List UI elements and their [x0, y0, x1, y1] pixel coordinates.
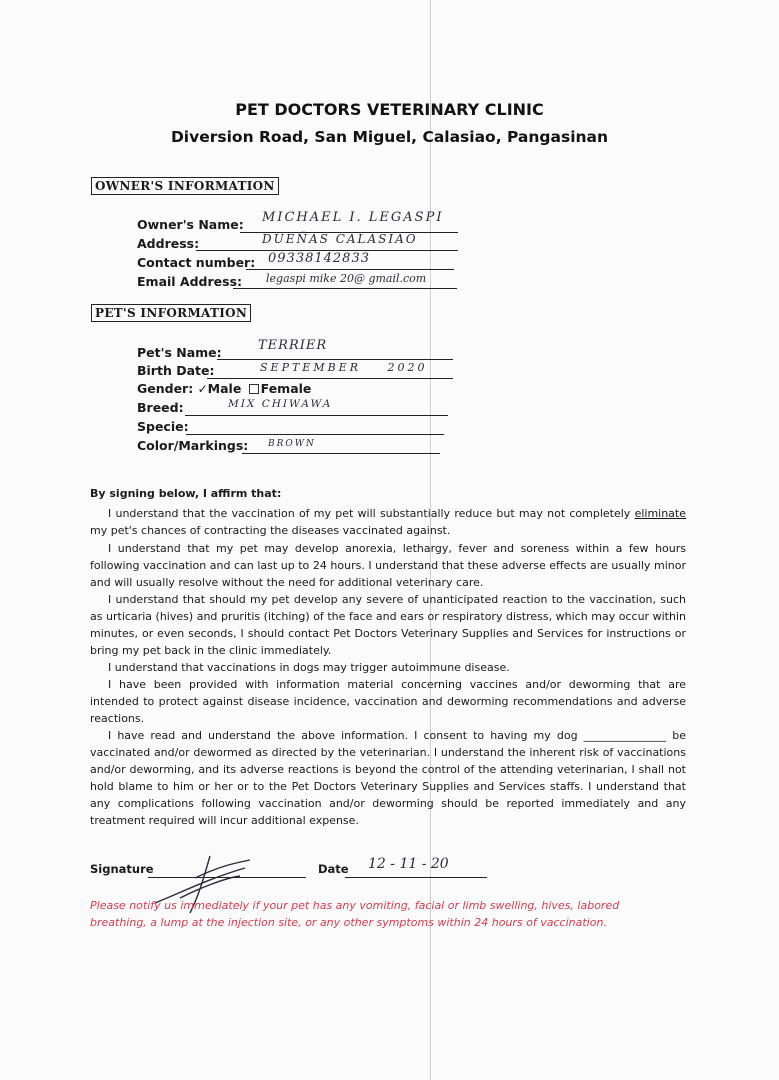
date-line: [345, 877, 487, 878]
gender-row: [137, 381, 311, 396]
birth-date-value[interactable]: SEPTEMBER 2020: [260, 361, 428, 374]
affirmation-paragraph-2: I understand that my pet may develop anorexia, lethargy, fever and soreness within a few hours following vaccination and can last up to 24 hours. I understand that these adverse effects are usually minor and will usually resolve without the need for additional veterinary care.: [90, 542, 686, 590]
clinic-address: Diversion Road, San Miguel, Calasiao, Pangasinan: [170, 128, 609, 146]
gender-female-label: Female: [260, 381, 312, 396]
affirmation-paragraph-5: I have been provided with information material concerning vaccines and/or deworming that are intended to protect against disease incidence, vaccination and deworming recommendations and adverse reactions.: [90, 678, 686, 726]
owner-name-value[interactable]: MICHAEL I. LEGASPI: [262, 210, 444, 225]
pet-name-line: [217, 359, 453, 360]
pet-name-value[interactable]: TERRIER: [258, 338, 328, 353]
p1-underlined-word: eliminate: [634, 507, 687, 520]
birth-date-label: Birth Date:: [137, 363, 215, 378]
owner-email-value[interactable]: legaspi mike 20@ gmail.com: [266, 272, 427, 285]
breed-value[interactable]: MIX CHIWAWA: [228, 398, 333, 410]
gender-male-label: Male: [207, 381, 242, 396]
clinic-name: PET DOCTORS VETERINARY CLINIC: [235, 100, 544, 119]
gender-female-checkbox[interactable]: [249, 384, 259, 394]
color-markings-label: Color/Markings:: [137, 438, 249, 453]
color-markings-line: [242, 453, 440, 454]
affirmation-paragraph-3: I understand that should my pet develop any severe of unanticipated reaction to the vaccination, such as urticaria (hives) and pruritis (itching) of the face and ears or respiratory distress, which may occur within minutes, or even seconds, I should contact Pet Doctors Veterinary Supplies and Services for instructions or bring my pet back in the clinic immediately.: [90, 593, 686, 658]
owner-name-label: Owner's Name:: [137, 217, 244, 232]
specie-label: Specie:: [137, 419, 189, 434]
color-markings-value[interactable]: BROWN: [268, 439, 316, 449]
affirmation-paragraph-4: I understand that vaccinations in dogs may trigger autoimmune disease.: [108, 661, 510, 674]
owner-address-label: Address:: [137, 236, 200, 251]
owner-section-title: OWNER'S INFORMATION: [91, 177, 279, 195]
gender-label: Gender:: [137, 381, 194, 396]
breed-label: Breed:: [137, 400, 184, 415]
owner-address-value[interactable]: DUEÑAS CALASIAO: [262, 232, 418, 246]
affirmation-paragraph-1: [90, 505, 686, 539]
breed-line: [185, 415, 448, 416]
birth-date-line: [207, 378, 453, 379]
date-label: Date: [318, 862, 349, 876]
affirmation-heading: By signing below, I affirm that:: [90, 487, 282, 500]
post-vaccination-notice: Please notify us immediately if your pet has any vomiting, facial or limb swelling, hives, labored breathing, a lump at the injection site, or any other symptoms within 24 hours of vaccination.: [90, 899, 620, 929]
p1-text-end: my pet's chances of contracting the diseases vaccinated against.: [90, 524, 451, 538]
date-value[interactable]: 12 - 11 - 20: [368, 856, 449, 872]
owner-email-label: Email Address:: [137, 274, 243, 289]
signature-label: Signature: [90, 862, 154, 876]
p1-text: I understand that the vaccination of my pet will substantially reduce but may not completely: [108, 507, 631, 520]
specie-line: [186, 434, 444, 435]
owner-contact-label: Contact number:: [137, 255, 256, 270]
owner-email-line: [233, 288, 457, 289]
owner-contact-line: [246, 269, 454, 270]
pet-section-title: PET'S INFORMATION: [91, 304, 251, 322]
pet-name-label: Pet's Name:: [137, 345, 222, 360]
gender-male-check-icon[interactable]: ✓: [197, 382, 208, 396]
owner-contact-value[interactable]: 09338142833: [268, 251, 370, 266]
affirmation-paragraph-6: I have read and understand the above information. I consent to having my dog _______________ be vaccinated and/or dewormed as directed by the veterinarian. I understand the inherent risk of vaccinations and/or deworming, and its adverse reactions is beyond the control of the attending veterinarian, I shall not hold blame to him or her or to the Pet Doctors Veterinary Supplies and Services staffs. I understand that any complications following vaccination and/or deworming should be reported immediately and any treatment required will incur additional expense.: [90, 729, 686, 828]
